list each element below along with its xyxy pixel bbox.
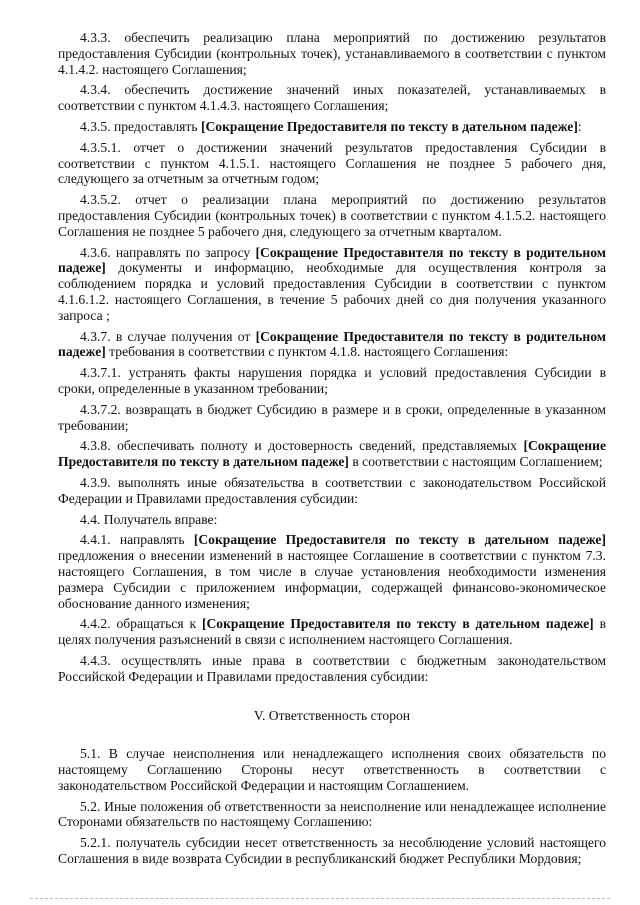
clause-text: 4.3.5. предоставлять xyxy=(80,118,201,134)
responsibility-clauses xyxy=(58,746,606,867)
clause-text: 4.3.5.1. отчет о достижении значений результатов предоставления Субсидии в соответствии с пунктом 4.1.5.1. настоящего Соглашения не позднее 5 рабочего дня, следующего за отчетным за отчетным годом; xyxy=(58,139,606,187)
clause-p439 xyxy=(58,475,606,507)
clause-text: требования в соответствии с пунктом 4.1.8. настоящего Соглашения: xyxy=(105,344,509,360)
agreement-clauses xyxy=(58,30,606,684)
document-page xyxy=(58,30,606,872)
clause-p443 xyxy=(58,653,606,685)
clause-text: 4.4.3. осуществлять иные права в соответствии с бюджетным законодательством Российской Федерации и Правилами предоставления субсидии: xyxy=(58,652,606,684)
clause-text: 4.3.7. в случае получения от xyxy=(80,328,256,344)
clause-text: в соответствии с настоящим Соглашением; xyxy=(348,454,603,470)
clause-p435 xyxy=(58,119,606,135)
clause-text: 4.4.2. обращаться к xyxy=(80,616,202,632)
provider-placeholder: [Сокращение Предоставителя по тексту в дательном падеже] xyxy=(193,532,606,548)
clause-p434 xyxy=(58,82,606,114)
clause-text: 4.3.7.1. устранять факты нарушения порядка и условий предоставления Субсидии в сроки, определенные в указанном требовании; xyxy=(58,365,606,396)
clause-p442 xyxy=(58,616,606,648)
clause-text: : xyxy=(577,118,582,134)
clause-text: документы и информацию, необходимые для осуществления контроля за соблюдением порядка и условий предоставления Субсидии в соответствии с пунктом 4.1.6.1.2. настоящего Соглашения, в течение 5 рабочих дней со дня получения указанного запроса ; xyxy=(58,260,606,323)
clause-text: 5.1. В случае неисполнения или ненадлежащего исполнения своих обязательств по настоящему Соглашению Стороны несут ответственность в соответствии с законодательством Российской Федерации и настоящим Соглашением. xyxy=(58,746,606,793)
clause-p4371 xyxy=(58,365,606,397)
clause-text: 4.3.9. выполнять иные обязательства в соответствии с законодательством Российской Федерации и Правилами предоставления субсидии: xyxy=(58,474,606,506)
clause-text: предложения о внесении изменений в настоящее Соглашение в соответствии с пунктом 7.3. настоящего Соглашения, в том числе в случае установления необходимости изменения размера Субсидии с приложением информации, содержащей финансово-экономическое обоснование данного изменения; xyxy=(58,548,606,611)
clause-p433 xyxy=(58,30,606,77)
clause-p437 xyxy=(58,329,606,361)
section-title: V. Ответственность сторон xyxy=(253,708,411,724)
clause-p44 xyxy=(58,512,606,528)
clause-text: 4.4. Получатель вправе: xyxy=(80,511,218,527)
clause-p441 xyxy=(58,532,606,611)
clause-p51 xyxy=(58,746,606,793)
clause-p438 xyxy=(58,438,606,470)
page-bottom-divider xyxy=(30,898,610,899)
clause-text: 4.3.3. обеспечить реализацию плана мероприятий по достижению результатов предоставления Субсидии (контрольных точек), устанавливаемого в соответствии с пунктом 4.1.4.2. настоящего Соглашения; xyxy=(58,30,606,77)
clause-text: 4.3.7.2. возвращать в бюджет Субсидию в размере и в сроки, определенные в указанном требовании; xyxy=(58,401,606,433)
clause-text: 5.2. Иные положения об ответственности за неисполнение или ненадлежащее исполнение Сторонами обязательств по настоящему Соглашению: xyxy=(58,798,606,830)
provider-placeholder: [Сокращение Предоставителя по тексту в родительном падеже] xyxy=(58,328,606,360)
provider-placeholder: [Сокращение Предоставителя по тексту в дательном падеже] xyxy=(58,438,606,470)
clause-text: 4.3.6. направлять по запросу xyxy=(80,244,256,260)
clause-text: в целях получения разъяснений в связи с исполнением настоящего Соглашения. xyxy=(58,616,606,648)
clause-text: 4.3.8. обеспечивать полноту и достоверность сведений, представляемых xyxy=(80,438,524,454)
clause-text: 5.2.1. получатель субсидии несет ответственность за несоблюдение условий настоящего Соглашения в виде возврата Субсидии в республиканский бюджет Республики Мордовия; xyxy=(58,835,606,867)
clause-p4372 xyxy=(58,402,606,434)
clause-p436 xyxy=(58,245,606,324)
provider-placeholder: [Сокращение Предоставителя по тексту в родительном падеже] xyxy=(58,244,606,276)
clause-p521 xyxy=(58,835,606,867)
clause-text: 4.3.4. обеспечить достижение значений иных показателей, устанавливаемых в соответствии с пунктом 4.1.4.3. настоящего Соглашения; xyxy=(58,82,606,114)
clause-p4352 xyxy=(58,192,606,239)
clause-p52 xyxy=(58,799,606,831)
provider-placeholder: [Сокращение Предоставителя по тексту в дательном падеже] xyxy=(201,616,594,632)
clause-p4351 xyxy=(58,140,606,187)
clause-text: 4.4.1. направлять xyxy=(80,532,194,548)
clause-text: 4.3.5.2. отчет о реализации плана мероприятий по достижению результатов предоставления Субсидии (контрольных точек) в соответствии с пунктом 4.1.5.2. настоящего Соглашения не позднее 5 рабочего дня, следующего за отчетным кварталом. xyxy=(58,192,606,239)
provider-placeholder: [Сокращение Предоставителя по тексту в дательном падеже] xyxy=(200,118,578,134)
